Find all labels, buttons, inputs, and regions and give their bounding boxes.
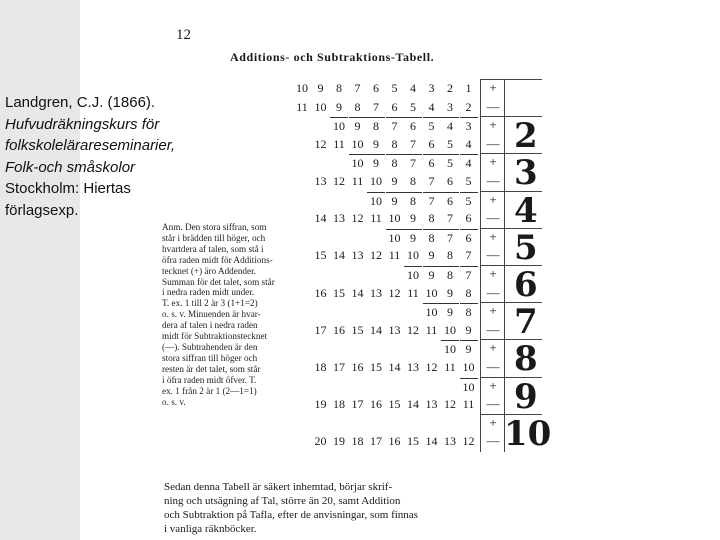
table-cell: 8	[386, 154, 404, 171]
table-cell: 1	[465, 81, 472, 95]
table-cell: 16	[314, 285, 327, 300]
table-cell: 10	[370, 174, 382, 188]
plus-sign: +	[489, 303, 497, 319]
note-line: dera af talen i nedra raden	[162, 320, 258, 331]
table-cell: 9	[386, 192, 404, 209]
table-cell: 17	[333, 360, 345, 374]
table-cell: 8	[447, 248, 453, 263]
table-cell: 7	[447, 211, 453, 226]
table-cell: 12	[370, 248, 382, 263]
note-line: T. ex. 1 till 2 är 3 (1+1=2)	[162, 298, 258, 309]
table-cell: 17	[314, 322, 327, 337]
minus-sign: —	[486, 98, 500, 114]
table-cell: 9	[460, 340, 478, 357]
table-cell: 6	[460, 229, 478, 246]
table-cell: 9	[349, 117, 367, 134]
table-cell: 11	[407, 285, 419, 300]
note-line: o. s. v. Minuenden är hvar-	[162, 309, 261, 320]
table-cell: 13	[407, 360, 419, 374]
table-cell: 10	[367, 192, 385, 209]
table-cell: 4	[460, 154, 478, 171]
big-digit: 9	[514, 376, 538, 417]
table-cell: 11	[444, 360, 456, 374]
table-cell: 9	[423, 266, 441, 283]
note-line: midt för Subtraktionstecknet	[162, 331, 268, 342]
table-cell: 11	[370, 211, 382, 226]
table-cell: 3	[460, 117, 478, 134]
table-cell: 13	[444, 434, 456, 449]
note-line: står i brädden till höger, och	[162, 232, 266, 243]
table-cell: 7	[410, 136, 416, 151]
plus-sign: +	[489, 340, 497, 356]
table-cell: 11	[425, 322, 438, 337]
table-cell: 8	[336, 81, 342, 95]
table-cell: 6	[423, 154, 441, 171]
table-cell: 8	[354, 99, 361, 114]
table-cell: 7	[373, 99, 379, 114]
table-cell: 7	[404, 154, 422, 171]
big-digit: 7	[514, 302, 538, 343]
table-cell: 15	[370, 360, 382, 374]
table-cell: 8	[410, 174, 416, 188]
table-cell: 2	[447, 81, 453, 95]
table-cell: 10	[460, 378, 478, 395]
table-cell: 9	[373, 136, 379, 151]
table-cell: 17	[351, 397, 364, 412]
table-cell: 8	[423, 229, 441, 246]
table-cell: 6	[428, 136, 435, 151]
table-cell: 7	[354, 81, 361, 95]
table-cell: 9	[404, 229, 422, 246]
minus-sign: —	[486, 321, 500, 337]
table-cell: 5	[447, 136, 453, 151]
table-cell: 12	[388, 285, 401, 300]
table-cell: 12	[462, 434, 475, 449]
table-cell: 10	[349, 154, 367, 171]
table-cell: 3	[428, 81, 435, 95]
table-cell: 7	[465, 248, 472, 263]
table-cell: 18	[333, 397, 345, 412]
table-cell: 13	[370, 285, 382, 300]
table-cell: 6	[441, 192, 459, 209]
table-cell: 7	[441, 229, 459, 246]
table-cell: 17	[370, 434, 382, 449]
table-cell: 14	[333, 248, 345, 263]
table-cell: 8	[441, 266, 459, 283]
table-cell: 8	[391, 136, 398, 151]
note-line: stora siffran till höger och	[162, 352, 258, 363]
table-cell: 12	[314, 136, 327, 151]
note-line: tecknet (+) äro Addender.	[162, 265, 256, 276]
table-cell: 9	[336, 99, 342, 114]
big-digit: 8	[514, 339, 538, 380]
table-cell: 4	[428, 99, 435, 114]
table-cell: 10	[330, 117, 348, 134]
table-cell: 5	[410, 99, 416, 114]
table-divider	[480, 80, 481, 452]
table-cell: 10	[462, 360, 475, 374]
table-cell: 10	[314, 99, 327, 114]
page-number: 12	[176, 27, 191, 43]
minus-sign: —	[486, 359, 500, 374]
table-cell: 10	[351, 136, 364, 151]
table-cell: 11	[462, 397, 475, 412]
table-cell: 12	[333, 174, 345, 188]
minus-sign: —	[486, 396, 500, 412]
big-digit: 3	[514, 153, 538, 194]
plus-sign: +	[489, 80, 497, 95]
note-line: Summan för det talet, som står	[162, 276, 275, 287]
table-cell: 11	[388, 248, 401, 263]
table-cell: 10	[407, 248, 419, 263]
table-cell: 14	[351, 285, 364, 300]
citation-publisher-line2: förlagsexp.	[5, 201, 79, 219]
table-cell: 7	[423, 192, 441, 209]
note-line: Anm. Den stora siffran, som	[162, 222, 267, 232]
citation-title-line2: folkskolelärareseminarier,	[5, 137, 176, 154]
table-cell: 16	[333, 322, 345, 337]
table-cell: 8	[465, 285, 472, 300]
footer-line: ning och utsägning af Tal, större än 20, samt Addition	[164, 495, 401, 507]
table-cell: 10	[441, 340, 459, 357]
table-cell: 6	[447, 174, 453, 188]
footer-line: i vanliga räknböcker.	[164, 523, 257, 535]
table-cell: 8	[460, 303, 478, 320]
footer-line: Sedan denna Tabell är säkert inhemtad, börjar skrif-	[164, 481, 393, 493]
table-cell: 13	[388, 322, 401, 337]
table-cell: 9	[428, 248, 435, 263]
table-title: Additions- och Subtraktions-Tabell.	[230, 50, 435, 64]
table-cell: 5	[441, 154, 459, 171]
table-cell: 9	[367, 154, 385, 171]
table-cell: 16	[370, 397, 382, 412]
table-cell: 9	[410, 211, 416, 226]
table-cell: 7	[428, 174, 435, 188]
table-cell: 9	[391, 174, 398, 188]
table-cell: 13	[333, 211, 345, 226]
table-cell: 10	[425, 285, 438, 300]
table-cell: 15	[351, 322, 364, 337]
table-cell: 12	[351, 211, 364, 226]
minus-sign: —	[486, 210, 500, 226]
table-cell: 6	[373, 81, 379, 95]
table-cell: 14	[388, 360, 401, 374]
row-rule	[480, 79, 542, 80]
plus-sign: +	[489, 191, 497, 207]
table-cell: 14	[370, 322, 382, 337]
table-cell: 15	[388, 397, 401, 412]
note-line: resten är det talet, som står	[162, 363, 261, 374]
annotation-note	[162, 222, 330, 407]
table-cell: 15	[314, 248, 327, 263]
minus-sign: —	[486, 433, 500, 449]
note-line: (—). Subtrahenden är den	[162, 341, 258, 352]
table-cell: 10	[386, 229, 404, 246]
table-cell: 19	[314, 397, 327, 412]
table-cell: 18	[314, 360, 327, 374]
big-digit: 2	[514, 116, 538, 157]
plus-sign: +	[489, 377, 497, 393]
note-line: o. s. v.	[162, 396, 186, 407]
table-cell: 9	[441, 303, 459, 320]
table-cell: 10	[296, 81, 308, 95]
table-cell: 12	[444, 397, 456, 412]
note-line: i öfra raden midt öfver. T.	[162, 374, 257, 385]
table-cell: 10	[404, 266, 422, 283]
table-cell: 3	[447, 99, 453, 114]
table-cell: 18	[351, 434, 364, 449]
plus-sign: +	[489, 266, 497, 281]
citation-title-line1: Hufvudräkningskurs för	[5, 115, 160, 133]
note-line: öfra raden midt för Additions-	[162, 254, 273, 265]
table-cell: 6	[465, 211, 472, 226]
table-cell: 16	[351, 360, 364, 374]
table-cell: 6	[404, 117, 422, 134]
table-cell: 9	[317, 81, 324, 95]
footer-line: och Subtraktion på Tafla, efter de anvisningar, som finnas	[164, 509, 418, 521]
minus-sign: —	[486, 135, 500, 151]
note-line: hvartdera af talen, som stå i	[162, 243, 264, 254]
big-digit: 4	[514, 190, 538, 231]
table-cell: 10	[388, 211, 401, 226]
table-cell: 16	[388, 434, 401, 449]
table-cell: 20	[314, 434, 327, 449]
table-cell: 8	[404, 192, 422, 209]
table-cell: 10	[423, 303, 441, 320]
citation-title-line3: Folk-och småskolor	[5, 158, 136, 176]
table-cell: 5	[460, 192, 478, 209]
table-cell: 4	[465, 136, 472, 151]
table-cell: 2	[465, 99, 472, 114]
table-cell: 14	[314, 211, 327, 226]
citation-author: Landgren, C.J. (1866).	[5, 94, 156, 111]
table-cell: 12	[407, 322, 419, 337]
table-cell: 14	[407, 397, 419, 412]
table-cell: 4	[410, 81, 416, 95]
table-cell: 11	[333, 136, 345, 151]
citation-publisher: Stockholm: Hiertas	[5, 180, 131, 197]
table-cell: 9	[465, 322, 472, 337]
table-divider	[504, 80, 505, 452]
table-cell: 12	[425, 360, 438, 374]
table-cell: 19	[333, 434, 345, 449]
big-digit: 6	[514, 265, 538, 305]
plus-sign: +	[489, 414, 497, 430]
table-cell: 13	[351, 248, 364, 263]
table-cell: 7	[386, 117, 404, 134]
table-cell: 11	[296, 99, 308, 114]
big-digit: 10	[504, 413, 552, 454]
table-cell: 7	[460, 266, 478, 283]
minus-sign: —	[486, 247, 500, 263]
table-cell: 8	[428, 211, 435, 226]
table-cell: 11	[351, 174, 364, 188]
table-cell: 5	[423, 117, 441, 134]
table-cell: 5	[465, 174, 472, 188]
big-digit: 5	[514, 227, 538, 268]
table-cell: 13	[314, 174, 327, 188]
table-cell: 8	[367, 117, 385, 134]
table-cell: 5	[391, 81, 398, 95]
note-line: ex. 1 från 2 är 1 (2—1=1)	[162, 385, 257, 396]
table-cell: 13	[425, 397, 438, 412]
table-cell: 15	[407, 434, 419, 449]
table-cell: 9	[447, 285, 453, 300]
plus-sign: +	[489, 154, 497, 170]
plus-sign: +	[489, 228, 497, 244]
table-cell: 10	[444, 322, 456, 337]
plus-sign: +	[489, 117, 497, 133]
table-cell: 4	[441, 117, 459, 134]
table-cell: 6	[391, 99, 398, 114]
table-cell: 15	[333, 285, 345, 300]
table-cell: 14	[425, 434, 438, 449]
note-line: i nedra raden midt under.	[162, 287, 255, 298]
minus-sign: —	[486, 173, 500, 188]
minus-sign: —	[486, 284, 500, 300]
footer-paragraph	[164, 480, 554, 536]
